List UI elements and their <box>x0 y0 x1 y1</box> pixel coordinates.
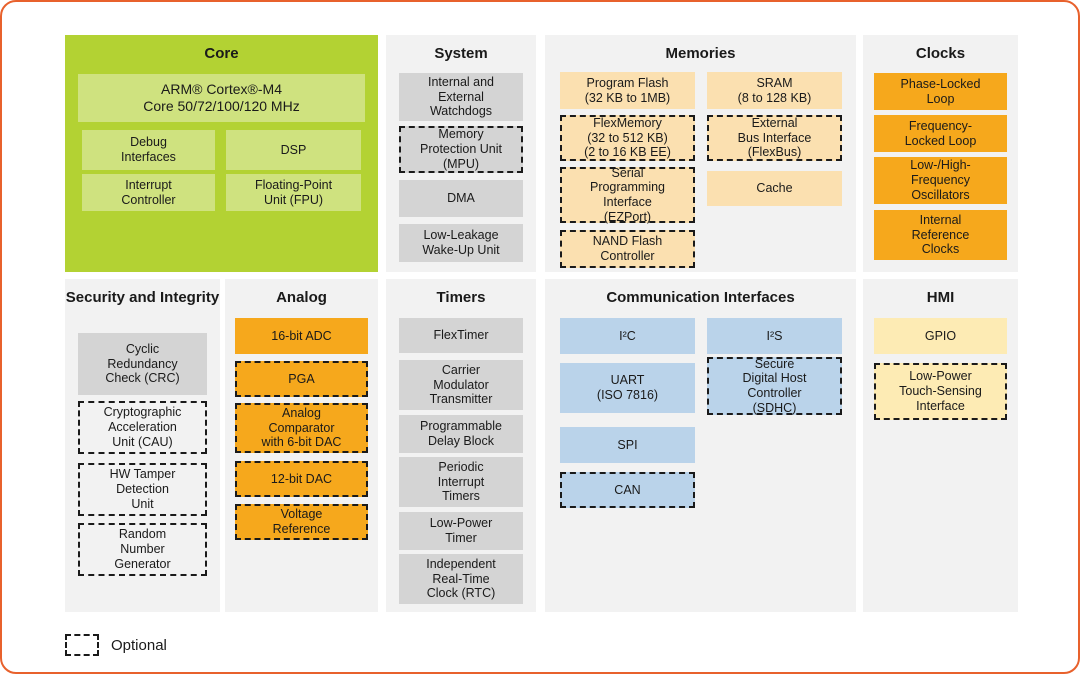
block-arm-cortex-m4 <box>78 74 365 122</box>
block-line: Comparator <box>268 420 335 435</box>
block-floating-point-unit <box>226 174 361 211</box>
block-line: Core 50/72/100/120 MHz <box>143 98 300 114</box>
block-line: Periodic <box>438 459 484 474</box>
block-serial-programming-interface <box>560 167 695 223</box>
block-nand-flash-controller <box>560 230 695 268</box>
block-cache <box>707 171 842 206</box>
diagram-canvas <box>2 2 1080 674</box>
block-flexmemory <box>560 115 695 161</box>
block-line: Memory <box>438 127 484 142</box>
block-line: (FlexBus) <box>747 145 802 160</box>
block-external-bus-interface <box>707 115 842 161</box>
block-cryptographic-acceleration-unit <box>78 401 207 454</box>
block-line: SPI <box>617 437 638 452</box>
block-12-bit-dac <box>235 461 368 497</box>
block-low-power-touch-sensing-interface <box>874 363 1007 420</box>
block-pga <box>235 361 368 397</box>
block-line: External <box>438 89 484 104</box>
block-line: Unit (CAU) <box>112 434 173 449</box>
block-line: Analog <box>282 405 321 420</box>
block-line: Unit <box>131 496 154 511</box>
panel-title-clocks: Clocks <box>915 45 966 62</box>
block-line: Acceleration <box>108 420 177 435</box>
block-line: UART <box>610 373 645 388</box>
panel-title-timers: Timers <box>436 289 486 306</box>
block-16-bit-adc <box>235 318 368 354</box>
block-independent-real-time-clock <box>399 554 523 604</box>
block-line: Cache <box>756 181 793 196</box>
block-random-number-generator <box>78 523 207 576</box>
panel-title-hmi: HMI <box>926 289 955 306</box>
block-carrier-modulator-transmitter <box>399 360 523 410</box>
block-watchdogs <box>399 73 523 121</box>
block-line: Detection <box>116 482 169 497</box>
block-analog-comparator <box>235 403 368 453</box>
block-debug-interfaces <box>82 130 215 170</box>
block-line: Carrier <box>441 362 481 377</box>
block-line: (32 to 512 KB) <box>587 130 668 145</box>
block-line: (ISO 7816) <box>596 388 659 402</box>
block-line: Reference <box>272 522 331 536</box>
block-line: Transmitter <box>429 392 493 407</box>
block-line: ARM® Cortex®-M4 <box>161 81 282 98</box>
block-line: Oscillators <box>911 187 970 202</box>
block-line: Unit (FPU) <box>263 192 324 207</box>
panel-title-line: and Integrity <box>129 289 220 306</box>
block-line: Low-Power <box>909 369 972 384</box>
block-line: Random <box>118 527 167 542</box>
block-uart <box>560 363 695 413</box>
block-line: PGA <box>288 371 315 386</box>
block-line: Interrupt <box>125 177 172 192</box>
block-line: Programming <box>589 180 666 195</box>
block-line: Interface <box>603 195 652 209</box>
block-line: Cyclic <box>125 341 160 356</box>
block-line: Low-Power <box>429 516 493 531</box>
block-line: Loop <box>926 91 955 106</box>
block-line: Debug <box>130 135 167 150</box>
block-secure-digital-host-controller <box>707 357 842 415</box>
block-line: Check (CRC) <box>105 371 180 386</box>
block-line: Protection Unit <box>420 142 502 157</box>
block-line: Watchdogs <box>429 104 493 119</box>
block-line: Generator <box>114 556 171 571</box>
block-line: FlexTimer <box>433 328 489 343</box>
block-line: Timers <box>442 489 480 504</box>
block-line: (MPU) <box>442 156 480 171</box>
panel-title-memories: Memories <box>665 45 736 62</box>
block-line: Clock (RTC) <box>426 586 496 601</box>
block-line: (SDHC) <box>752 400 797 415</box>
block-line: (32 KB to 1MB) <box>584 90 671 105</box>
panel-title-communication-interfaces: Communication Interfaces <box>606 289 795 306</box>
block-line: Interfaces <box>121 150 176 164</box>
block-line: Timer <box>445 531 477 545</box>
block-line: with 6-bit DAC <box>261 435 342 450</box>
block-line: I²C <box>619 328 636 343</box>
block-dma <box>399 180 523 217</box>
block-line: Floating-Point <box>254 177 333 192</box>
dashed-box-icon <box>65 634 99 656</box>
block-line: Cryptographic <box>103 405 182 420</box>
block-line: Independent <box>426 556 496 571</box>
block-interrupt-controller <box>82 174 215 211</box>
block-programmable-delay-block <box>399 415 523 453</box>
block-line: Controller <box>600 249 655 263</box>
block-line: HW Tamper <box>109 467 176 482</box>
block-low-power-timer <box>399 512 523 550</box>
panel-title-core: Core <box>204 45 239 62</box>
panel-title-analog: Analog <box>276 289 327 306</box>
block-line: (2 to 16 KB EE) <box>584 145 671 160</box>
block-i2s <box>707 318 842 354</box>
block-line: Controller <box>747 386 802 400</box>
block-line: (EZPort) <box>603 209 652 224</box>
block-line: GPIO <box>924 328 957 343</box>
block-hw-tamper-detection-unit <box>78 463 207 516</box>
block-line: NAND Flash <box>592 234 663 249</box>
block-spi <box>560 427 695 463</box>
block-oscillators <box>874 157 1007 204</box>
block-line: Touch-Sensing <box>899 384 982 399</box>
block-line: Interface <box>916 398 965 413</box>
block-line: Digital Host <box>742 371 807 386</box>
block-line: Controller <box>121 192 176 207</box>
block-line: DSP <box>280 142 307 157</box>
block-line: Frequency <box>910 173 971 188</box>
block-gpio <box>874 318 1007 354</box>
block-line: DMA <box>447 191 475 206</box>
block-line: Program Flash <box>586 75 669 90</box>
block-line: Real-Time <box>432 571 490 586</box>
block-line: CAN <box>614 482 641 497</box>
block-line: Phase-Locked <box>900 76 981 91</box>
block-line: Frequency- <box>908 118 973 133</box>
block-line: External <box>751 115 798 130</box>
block-memory-protection-unit <box>399 126 523 173</box>
block-sram <box>707 72 842 109</box>
block-line: FlexMemory <box>593 115 662 130</box>
block-line: Secure <box>754 356 795 371</box>
block-cyclic-redundancy-check <box>78 333 207 395</box>
block-line: (8 to 128 KB) <box>737 90 812 105</box>
legend-label: Optional <box>111 636 167 654</box>
block-line: Programmable <box>420 419 502 434</box>
block-low-leakage-wake-up-unit <box>399 224 523 262</box>
block-flextimer <box>399 318 523 353</box>
block-line: Modulator <box>433 377 489 392</box>
block-line: SRAM <box>756 75 793 90</box>
block-periodic-interrupt-timers <box>399 457 523 507</box>
block-line: Reference <box>911 227 970 242</box>
block-line: Interrupt <box>437 474 485 489</box>
panel-title-system: System <box>434 45 488 62</box>
block-line: Internal <box>919 212 962 227</box>
block-line: Bus Interface <box>737 130 812 145</box>
block-program-flash <box>560 72 695 109</box>
panel-title-security <box>65 279 220 307</box>
block-line: 16-bit ADC <box>271 328 332 343</box>
block-dsp <box>226 130 361 170</box>
block-frequency-locked-loop <box>874 115 1007 152</box>
block-line: Redundancy <box>107 356 178 371</box>
block-line: Clocks <box>921 242 960 257</box>
block-line: Serial <box>611 165 644 180</box>
legend <box>65 634 167 656</box>
block-line: Number <box>120 542 165 557</box>
block-line: Delay Block <box>428 434 494 448</box>
block-internal-reference-clocks <box>874 210 1007 260</box>
block-line: Internal and <box>427 74 495 89</box>
block-line: Low-Leakage <box>423 228 499 243</box>
block-line: 12-bit DAC <box>270 471 333 486</box>
block-line: Wake-Up Unit <box>422 243 500 257</box>
block-line: Low-/High- <box>910 158 971 173</box>
block-line: I²S <box>766 328 783 343</box>
block-line: Locked Loop <box>904 133 977 148</box>
panel-title-line: Security <box>65 289 125 306</box>
block-can <box>560 472 695 508</box>
block-i2c <box>560 318 695 354</box>
block-voltage-reference <box>235 504 368 540</box>
block-line: Voltage <box>280 507 323 522</box>
block-phase-locked-loop <box>874 73 1007 110</box>
